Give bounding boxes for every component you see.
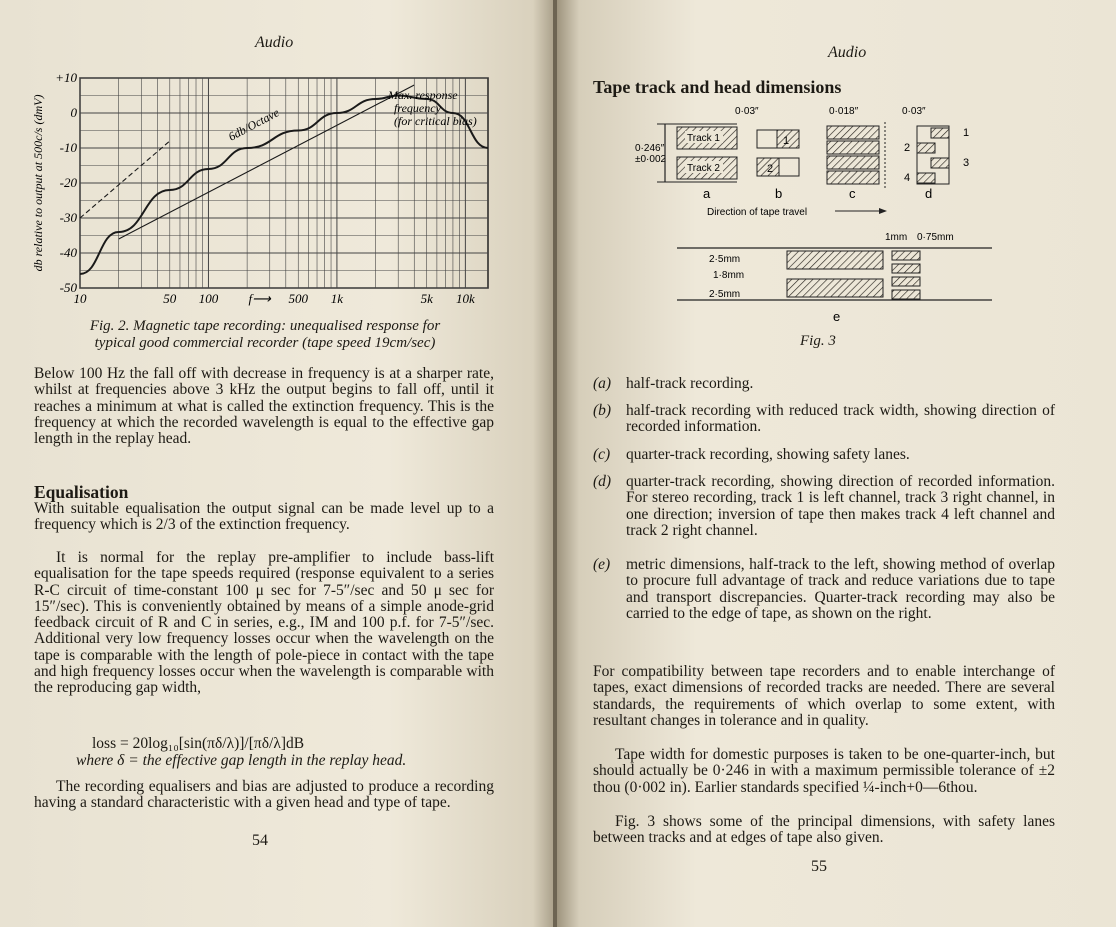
dim-0018: 0·018″ [829, 106, 859, 117]
x-tick-label: 10k [455, 291, 475, 306]
tape-track-figure [617, 100, 1037, 330]
dim-003-a: 0·03″ [735, 106, 759, 117]
x-tick-label: 5k [420, 291, 433, 306]
paragraph-extinction: Below 100 Hz the fall off with decrease in frequency is at a sharper rate, whilst at frequencies above 3 kHz the output begins to fall off, until it reaches a minimum at what is called the extinction frequency. This is the frequency at which the recorded wavelength is equal to the effective gap length in the replay head. [34, 365, 494, 448]
formula-where: where δ = the effective gap length in the replay head. [76, 752, 407, 769]
d-track-4: 4 [904, 172, 911, 184]
x-tick-label: 100 [198, 291, 219, 306]
label-a: a [703, 186, 711, 201]
list-item-a: (a) half-track recording. [593, 375, 754, 392]
direction-label: Direction of tape travel [707, 207, 808, 218]
paragraph-compatibility: For compatibility between tape recorders and to enable interchange of tapes, exact dimensions of recorded tracks are needed. There are several standards, the requirements of which overlap to some extent, with resultant changes in tolerance and in quality. [593, 663, 1055, 729]
annotation-max-response: frequency [394, 101, 441, 115]
d-track-2: 2 [904, 142, 911, 154]
y-tick-label: -30 [59, 210, 77, 225]
series-low-asymptote [80, 141, 170, 218]
label-c: c [849, 186, 856, 201]
y-tick-label: +10 [55, 70, 77, 85]
e-075mm: 0·75mm [917, 232, 954, 243]
x-tick-label: 500 [288, 291, 308, 306]
left-page [0, 0, 555, 927]
dim-003-b: 0·03″ [902, 106, 926, 117]
track-2-label: Track 2 [687, 163, 720, 174]
diagram-b [757, 130, 799, 201]
figure-3-caption: Fig. 3 [800, 333, 836, 349]
d-track-1: 1 [963, 127, 970, 139]
annotation-max-response: Max. response [388, 88, 458, 102]
paragraph-equalisation: With suitable equalisation the output signal can be made level up to a frequency which is 2/3 of the extinction frequency. [34, 500, 494, 534]
right-heading: Tape track and head dimensions [593, 77, 842, 97]
right-page [557, 0, 1116, 927]
diagram-a [657, 124, 737, 201]
left-running-head: Audio [255, 34, 294, 51]
e-18mm: 1·8mm [713, 270, 745, 281]
figure-2-caption [34, 318, 496, 352]
track-1-label: Track 1 [687, 133, 720, 144]
caption-line-1: Fig. 2. Magnetic tape recording: unequalised response for [89, 318, 441, 334]
y-tick-label: -10 [59, 140, 77, 155]
annotation-max-response: (for critical bias) [394, 114, 477, 128]
list-item-c: (c) quarter-track recording, showing safety lanes. [593, 446, 910, 463]
paragraph-equalisers: The recording equalisers and bias are adjusted to produce a recording having a standard characteristic with a given head and type of tape. [34, 778, 494, 812]
y-tick-label: -50 [59, 280, 77, 295]
right-page-number: 55 [811, 858, 827, 875]
diagram-c [827, 122, 885, 201]
left-page-number: 54 [252, 832, 268, 849]
track-num-1: 1 [783, 135, 790, 147]
list-item-e: (e) metric dimensions, half-track to the left, showing method of overlap to procure full advantage of track and reduce variations due to tape and transport discrepancies. Quarter-track recording may also be carried to the edge of tape, as shown on the right. [593, 556, 1055, 622]
y-tick-label: -20 [59, 175, 77, 190]
dim-tolerance: ±0·002 [635, 154, 667, 165]
x-tick-label: f⟶ [248, 291, 271, 306]
annotation-6db-octave: 6db/Octave [225, 105, 282, 144]
paragraph-tape-width: Tape width for domestic purposes is taken to be one-quarter-inch, but should actually be 0·246 in with a maximum permissible tolerance of ±2 thou (0·002 in). Earlier standards specified ¼-inch+0—6thou. [593, 746, 1055, 796]
e-1mm: 1mm [885, 232, 908, 243]
x-tick-label: 10 [73, 291, 87, 306]
y-tick-label: -40 [59, 245, 77, 260]
e-25mm-b: 2·5mm [709, 289, 741, 300]
track-num-2: 2 [767, 163, 774, 175]
x-tick-label: 50 [163, 291, 177, 306]
list-item-b: (b) half-track recording with reduced track width, showing direction of recorded information. [593, 402, 1055, 436]
paragraph-fig3-dimensions: Fig. 3 shows some of the principal dimensions, with safety lanes between tracks and at edges of tape also given. [593, 813, 1055, 847]
caption-line-2: typical good commercial recorder (tape speed 19cm/sec) [94, 335, 436, 351]
diagram-d [904, 126, 969, 201]
label-e: e [833, 309, 841, 324]
e-25mm-a: 2·5mm [709, 254, 741, 265]
y-tick-label: 0 [70, 105, 77, 120]
response-chart [30, 70, 490, 320]
label-d: d [925, 186, 933, 201]
y-axis-label: db relative to output at 500c/s (dmV) [31, 94, 45, 272]
right-running-head: Audio [828, 44, 867, 61]
diagram-e [677, 232, 992, 324]
series-6db-octave-line [119, 85, 415, 239]
equalisation-heading: Equalisation [34, 482, 129, 502]
x-tick-label: 1k [330, 291, 344, 306]
list-item-d: (d) quarter-track recording, showing direction of recorded information. For stereo recording, track 1 is left channel, track 3 right channel, in one direction; inversion of tape then makes track 4 left channel and track 2 right channel. [593, 473, 1055, 539]
loss-formula: loss = 20log₁₀[sin(πδ/λ)]/[πδ/λ]dB [92, 735, 305, 752]
paragraph-preamp: It is normal for the replay pre-amplifier to include bass-lift equalisation for the tape speeds required (response equivalent to a series R-C circuit of time-constant 100 μ sec for 7-5″/sec and 50 μ sec for 15″/sec). This is conveniently obtained by means of a simple anode-grid feedback circuit of R and C in series, e.g., IM and 100 p.f. for 7-5″/sec. Additional very low frequency losses occur when the wavelength on the tape is comparable with the length of pole-piece in contact with the tape and high frequency losses occur when the wavelength is comparable with the reproducing gap width, [34, 549, 494, 697]
d-track-3: 3 [963, 157, 970, 169]
label-b: b [775, 186, 783, 201]
dim-0246: 0·246″ [635, 143, 665, 154]
